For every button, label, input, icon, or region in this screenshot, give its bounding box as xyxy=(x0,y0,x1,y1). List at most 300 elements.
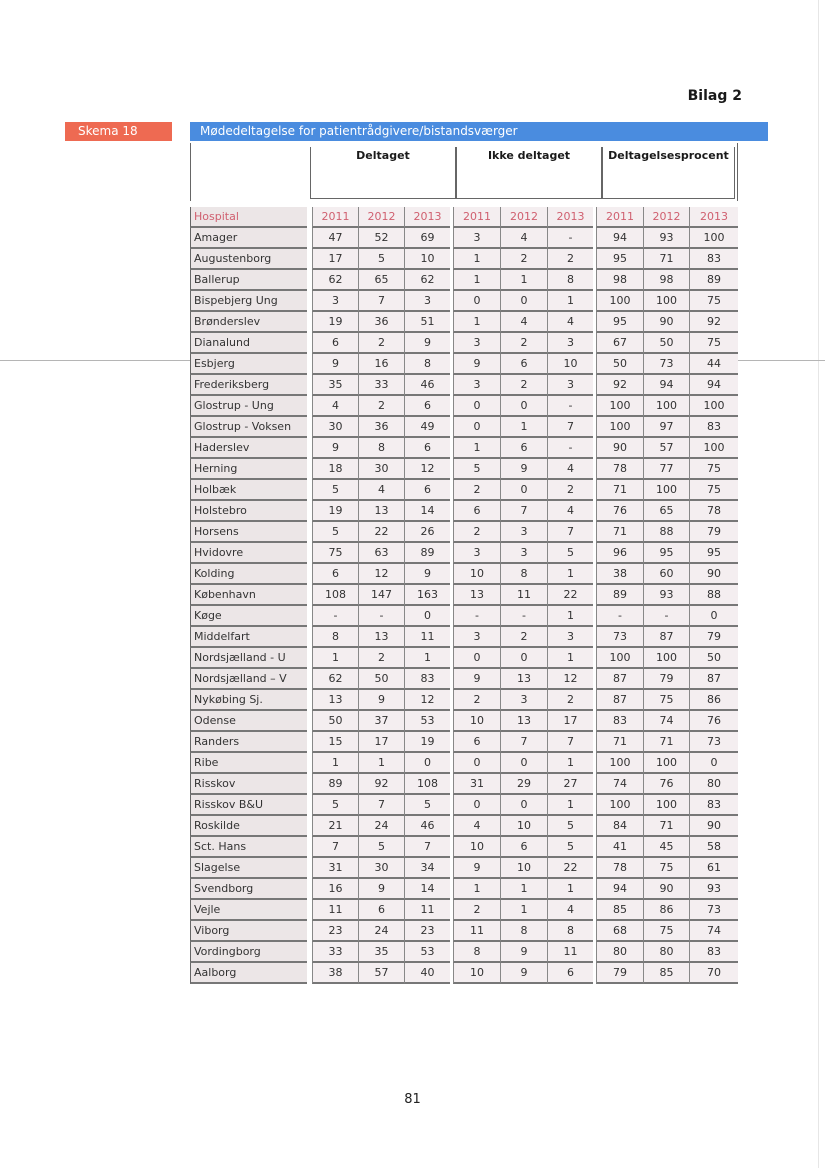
hospital-name: Nykøbing Sj. xyxy=(190,690,307,711)
value-cell: 44 xyxy=(689,354,738,375)
value-cell: 50 xyxy=(358,669,404,690)
value-cell: 38 xyxy=(312,963,358,984)
value-cell: 6 xyxy=(453,732,500,753)
hospital-name: København xyxy=(190,585,307,606)
hospital-name: Nordsjælland – V xyxy=(190,669,307,690)
value-cell: 13 xyxy=(500,669,547,690)
value-cell: 75 xyxy=(689,480,738,501)
value-cell: 83 xyxy=(689,795,738,816)
value-cell: 90 xyxy=(689,564,738,585)
value-cell: 98 xyxy=(596,270,643,291)
value-cell: 1 xyxy=(312,753,358,774)
value-cell: 3 xyxy=(500,543,547,564)
value-cell: 14 xyxy=(404,501,450,522)
table-row xyxy=(190,396,738,417)
hospital-name: Ballerup xyxy=(190,270,307,291)
value-cell: 80 xyxy=(689,774,738,795)
value-cell: 33 xyxy=(358,375,404,396)
value-cell: 108 xyxy=(404,774,450,795)
year-header: 2011 xyxy=(453,207,500,228)
value-cell: 3 xyxy=(404,291,450,312)
value-cell: 10 xyxy=(453,711,500,732)
value-cell: - xyxy=(453,606,500,627)
value-cell: 3 xyxy=(547,627,593,648)
group-title-ikke-deltaget: Ikke deltaget xyxy=(487,149,571,162)
value-cell: 79 xyxy=(689,522,738,543)
hospital-name: Glostrup - Ung xyxy=(190,396,307,417)
hospital-header: Hospital xyxy=(190,207,307,228)
value-cell: 1 xyxy=(500,270,547,291)
annex-label: Bilag 2 xyxy=(687,88,742,104)
value-cell: 100 xyxy=(596,396,643,417)
value-cell: 50 xyxy=(596,354,643,375)
value-cell: 8 xyxy=(547,921,593,942)
table-row xyxy=(190,627,738,648)
value-cell: 100 xyxy=(689,396,738,417)
table-row xyxy=(190,291,738,312)
value-cell: 88 xyxy=(689,585,738,606)
value-cell: 5 xyxy=(358,249,404,270)
value-cell: 18 xyxy=(312,459,358,480)
value-cell: 27 xyxy=(547,774,593,795)
value-cell: 3 xyxy=(547,333,593,354)
value-cell: 87 xyxy=(596,690,643,711)
table-row xyxy=(190,711,738,732)
value-cell: 87 xyxy=(596,669,643,690)
value-cell: - xyxy=(500,606,547,627)
value-cell: 9 xyxy=(453,354,500,375)
value-cell: 31 xyxy=(312,858,358,879)
value-cell: 83 xyxy=(404,669,450,690)
table-row xyxy=(190,732,738,753)
table-row xyxy=(190,858,738,879)
value-cell: 71 xyxy=(596,480,643,501)
hospital-name: Vordingborg xyxy=(190,942,307,963)
value-cell: 3 xyxy=(453,228,500,249)
value-cell: - xyxy=(643,606,689,627)
hospital-name: Horsens xyxy=(190,522,307,543)
value-cell: 13 xyxy=(500,711,547,732)
value-cell: 7 xyxy=(547,417,593,438)
value-cell: 4 xyxy=(500,312,547,333)
value-cell: 58 xyxy=(689,837,738,858)
value-cell: 75 xyxy=(689,459,738,480)
table-row xyxy=(190,606,738,627)
hospital-name: Dianalund xyxy=(190,333,307,354)
value-cell: 13 xyxy=(358,501,404,522)
value-cell: 100 xyxy=(643,291,689,312)
value-cell: 96 xyxy=(596,543,643,564)
value-cell: 0 xyxy=(500,753,547,774)
table-row xyxy=(190,753,738,774)
value-cell: 13 xyxy=(453,585,500,606)
hospital-name: Amager xyxy=(190,228,307,249)
value-cell: - xyxy=(547,228,593,249)
value-cell: 7 xyxy=(312,837,358,858)
value-cell: 6 xyxy=(547,963,593,984)
value-cell: 1 xyxy=(312,648,358,669)
value-cell: 100 xyxy=(596,417,643,438)
value-cell: 50 xyxy=(312,711,358,732)
value-cell: 13 xyxy=(358,627,404,648)
value-cell: 69 xyxy=(404,228,450,249)
value-cell: 95 xyxy=(596,312,643,333)
value-cell: 50 xyxy=(643,333,689,354)
value-cell: 0 xyxy=(404,753,450,774)
value-cell: 0 xyxy=(404,606,450,627)
value-cell: 92 xyxy=(596,375,643,396)
value-cell: 78 xyxy=(689,501,738,522)
hospital-name: Risskov B&U xyxy=(190,795,307,816)
hospital-name: Risskov xyxy=(190,774,307,795)
value-cell: 5 xyxy=(404,795,450,816)
value-cell: 97 xyxy=(643,417,689,438)
page-edge xyxy=(818,0,819,1168)
value-cell: 2 xyxy=(547,249,593,270)
value-cell: 17 xyxy=(312,249,358,270)
table-row xyxy=(190,501,738,522)
value-cell: 9 xyxy=(453,669,500,690)
table-row xyxy=(190,942,738,963)
value-cell: 71 xyxy=(596,732,643,753)
value-cell: 1 xyxy=(547,753,593,774)
value-cell: 5 xyxy=(547,816,593,837)
value-cell: 3 xyxy=(453,333,500,354)
value-cell: 0 xyxy=(689,753,738,774)
value-cell: 67 xyxy=(596,333,643,354)
value-cell: 7 xyxy=(404,837,450,858)
value-cell: 1 xyxy=(404,648,450,669)
value-cell: 5 xyxy=(312,522,358,543)
value-cell: 5 xyxy=(547,543,593,564)
table-row xyxy=(190,837,738,858)
table-row xyxy=(190,690,738,711)
value-cell: 2 xyxy=(358,396,404,417)
value-cell: 12 xyxy=(358,564,404,585)
group-title-deltaget: Deltaget xyxy=(356,149,410,162)
value-cell: 8 xyxy=(358,438,404,459)
hospital-name: Sct. Hans xyxy=(190,837,307,858)
value-cell: 31 xyxy=(453,774,500,795)
table-body xyxy=(190,207,738,984)
value-cell: 100 xyxy=(689,228,738,249)
value-cell: 100 xyxy=(596,795,643,816)
hospital-name: Holstebro xyxy=(190,501,307,522)
value-cell: 100 xyxy=(643,795,689,816)
value-cell: 76 xyxy=(689,711,738,732)
value-cell: 53 xyxy=(404,711,450,732)
hospital-name: Augustenborg xyxy=(190,249,307,270)
value-cell: 30 xyxy=(312,417,358,438)
value-cell: 49 xyxy=(404,417,450,438)
hospital-name: Brønderslev xyxy=(190,312,307,333)
table-row xyxy=(190,249,738,270)
value-cell: 68 xyxy=(596,921,643,942)
value-cell: 75 xyxy=(643,921,689,942)
value-cell: 15 xyxy=(312,732,358,753)
hospital-name: Hvidovre xyxy=(190,543,307,564)
year-header: 2012 xyxy=(643,207,689,228)
value-cell: 2 xyxy=(358,333,404,354)
value-cell: 5 xyxy=(453,459,500,480)
value-cell: 93 xyxy=(643,228,689,249)
value-cell: 89 xyxy=(596,585,643,606)
value-cell: 4 xyxy=(547,459,593,480)
value-cell: 7 xyxy=(500,732,547,753)
hospital-name: Haderslev xyxy=(190,438,307,459)
value-cell: 2 xyxy=(358,648,404,669)
value-cell: 0 xyxy=(453,795,500,816)
value-cell: 7 xyxy=(547,522,593,543)
value-cell: 6 xyxy=(404,480,450,501)
value-cell: 6 xyxy=(404,396,450,417)
value-cell: 3 xyxy=(453,627,500,648)
hospital-name: Bispebjerg Ung xyxy=(190,291,307,312)
value-cell: 1 xyxy=(500,879,547,900)
value-cell: 92 xyxy=(689,312,738,333)
value-cell: 90 xyxy=(596,438,643,459)
table-row xyxy=(190,480,738,501)
value-cell: 30 xyxy=(358,858,404,879)
hospital-name: Aalborg xyxy=(190,963,307,984)
value-cell: 78 xyxy=(596,858,643,879)
value-cell: 37 xyxy=(358,711,404,732)
hospital-name: Holbæk xyxy=(190,480,307,501)
table-row xyxy=(190,921,738,942)
value-cell: 57 xyxy=(643,438,689,459)
value-cell: 0 xyxy=(500,396,547,417)
hospital-name: Roskilde xyxy=(190,816,307,837)
value-cell: 19 xyxy=(404,732,450,753)
value-cell: 79 xyxy=(643,669,689,690)
value-cell: 0 xyxy=(453,417,500,438)
year-header: 2011 xyxy=(312,207,358,228)
value-cell: 62 xyxy=(312,669,358,690)
value-cell: 60 xyxy=(643,564,689,585)
value-cell: 17 xyxy=(547,711,593,732)
value-cell: 2 xyxy=(500,249,547,270)
value-cell: 35 xyxy=(312,375,358,396)
value-cell: 24 xyxy=(358,816,404,837)
value-cell: 9 xyxy=(500,963,547,984)
year-header: 2011 xyxy=(596,207,643,228)
value-cell: 3 xyxy=(547,375,593,396)
value-cell: 1 xyxy=(547,291,593,312)
value-cell: 95 xyxy=(689,543,738,564)
value-cell: 87 xyxy=(689,669,738,690)
value-cell: 86 xyxy=(643,900,689,921)
value-cell: 41 xyxy=(596,837,643,858)
value-cell: 10 xyxy=(453,963,500,984)
table-row xyxy=(190,585,738,606)
value-cell: 65 xyxy=(643,501,689,522)
value-cell: 10 xyxy=(404,249,450,270)
year-header: 2013 xyxy=(404,207,450,228)
value-cell: 7 xyxy=(500,501,547,522)
value-cell: 45 xyxy=(643,837,689,858)
value-cell: 9 xyxy=(500,942,547,963)
value-cell: 34 xyxy=(404,858,450,879)
value-cell: 1 xyxy=(453,438,500,459)
value-cell: 83 xyxy=(689,417,738,438)
hospital-name: Slagelse xyxy=(190,858,307,879)
value-cell: 74 xyxy=(689,921,738,942)
value-cell: 93 xyxy=(643,585,689,606)
value-cell: 0 xyxy=(500,795,547,816)
value-cell: 2 xyxy=(500,375,547,396)
value-cell: 2 xyxy=(453,480,500,501)
value-cell: 6 xyxy=(500,837,547,858)
value-cell: 9 xyxy=(312,438,358,459)
table-row xyxy=(190,375,738,396)
value-cell: 100 xyxy=(643,753,689,774)
table-row xyxy=(190,459,738,480)
value-cell: - xyxy=(547,396,593,417)
value-cell: 5 xyxy=(312,795,358,816)
hospital-name: Odense xyxy=(190,711,307,732)
value-cell: 21 xyxy=(312,816,358,837)
value-cell: 6 xyxy=(312,333,358,354)
value-cell: 2 xyxy=(547,690,593,711)
value-cell: 79 xyxy=(689,627,738,648)
value-cell: 50 xyxy=(689,648,738,669)
group-title-deltagelsesprocent: Deltagelsesprocent xyxy=(608,149,729,162)
value-cell: 73 xyxy=(596,627,643,648)
value-cell: 7 xyxy=(547,732,593,753)
value-cell: 4 xyxy=(547,900,593,921)
value-cell: 98 xyxy=(643,270,689,291)
value-cell: 10 xyxy=(547,354,593,375)
value-cell: 22 xyxy=(547,858,593,879)
value-cell: 9 xyxy=(500,459,547,480)
value-cell: 1 xyxy=(453,879,500,900)
value-cell: 0 xyxy=(500,648,547,669)
value-cell: 74 xyxy=(596,774,643,795)
value-cell: 6 xyxy=(358,900,404,921)
value-cell: 16 xyxy=(358,354,404,375)
schema-label: Skema 18 xyxy=(65,122,172,141)
value-cell: 52 xyxy=(358,228,404,249)
table-row xyxy=(190,354,738,375)
table-row xyxy=(190,963,738,984)
value-cell: - xyxy=(358,606,404,627)
value-cell: 2 xyxy=(500,627,547,648)
value-cell: 100 xyxy=(643,480,689,501)
value-cell: 11 xyxy=(312,900,358,921)
value-cell: 2 xyxy=(453,900,500,921)
value-cell: 2 xyxy=(453,522,500,543)
hospital-name: Middelfart xyxy=(190,627,307,648)
value-cell: 46 xyxy=(404,375,450,396)
value-cell: 4 xyxy=(358,480,404,501)
table-row xyxy=(190,774,738,795)
value-cell: 73 xyxy=(689,732,738,753)
value-cell: 9 xyxy=(453,858,500,879)
table-row xyxy=(190,417,738,438)
value-cell: 0 xyxy=(500,480,547,501)
value-cell: 75 xyxy=(643,858,689,879)
value-cell: 94 xyxy=(689,375,738,396)
table-row xyxy=(190,522,738,543)
value-cell: 24 xyxy=(358,921,404,942)
group-deltaget xyxy=(310,147,456,199)
value-cell: 95 xyxy=(596,249,643,270)
header-row xyxy=(190,207,738,228)
value-cell: 8 xyxy=(453,942,500,963)
table-row xyxy=(190,438,738,459)
value-cell: 76 xyxy=(596,501,643,522)
value-cell: 4 xyxy=(547,312,593,333)
value-cell: 4 xyxy=(312,396,358,417)
table-row xyxy=(190,795,738,816)
value-cell: 9 xyxy=(358,879,404,900)
value-cell: 71 xyxy=(643,816,689,837)
value-cell: 5 xyxy=(358,837,404,858)
year-header: 2012 xyxy=(358,207,404,228)
value-cell: 86 xyxy=(689,690,738,711)
value-cell: 10 xyxy=(453,564,500,585)
hospital-name: Svendborg xyxy=(190,879,307,900)
value-cell: 7 xyxy=(358,291,404,312)
value-cell: 88 xyxy=(643,522,689,543)
group-deltagelsesprocent xyxy=(602,147,735,199)
value-cell: 89 xyxy=(404,543,450,564)
year-header: 2013 xyxy=(547,207,593,228)
value-cell: 35 xyxy=(358,942,404,963)
value-cell: 2 xyxy=(547,480,593,501)
value-cell: 0 xyxy=(453,753,500,774)
value-cell: 8 xyxy=(312,627,358,648)
table-row xyxy=(190,543,738,564)
value-cell: 94 xyxy=(596,879,643,900)
value-cell: 163 xyxy=(404,585,450,606)
value-cell: 80 xyxy=(643,942,689,963)
value-cell: 4 xyxy=(547,501,593,522)
value-cell: 8 xyxy=(404,354,450,375)
value-cell: 19 xyxy=(312,312,358,333)
value-cell: 90 xyxy=(689,816,738,837)
table-row xyxy=(190,816,738,837)
value-cell: 13 xyxy=(312,690,358,711)
value-cell: 62 xyxy=(404,270,450,291)
value-cell: 9 xyxy=(358,690,404,711)
table-title: Mødedeltagelse for patientrådgivere/bistandsværger xyxy=(190,122,768,141)
value-cell: 94 xyxy=(643,375,689,396)
value-cell: 1 xyxy=(547,795,593,816)
value-cell: 8 xyxy=(500,921,547,942)
hospital-name: Vejle xyxy=(190,900,307,921)
value-cell: 8 xyxy=(547,270,593,291)
value-cell: 26 xyxy=(404,522,450,543)
value-cell: 63 xyxy=(358,543,404,564)
value-cell: 1 xyxy=(358,753,404,774)
hospital-name: Herning xyxy=(190,459,307,480)
value-cell: 7 xyxy=(358,795,404,816)
value-cell: 38 xyxy=(596,564,643,585)
year-header: 2012 xyxy=(500,207,547,228)
value-cell: 6 xyxy=(404,438,450,459)
value-cell: 1 xyxy=(547,606,593,627)
value-cell: 30 xyxy=(358,459,404,480)
table-row xyxy=(190,312,738,333)
value-cell: 9 xyxy=(312,354,358,375)
table-row xyxy=(190,228,738,249)
hospital-name: Glostrup - Voksen xyxy=(190,417,307,438)
value-cell: 85 xyxy=(596,900,643,921)
value-cell: 8 xyxy=(500,564,547,585)
value-cell: 3 xyxy=(453,543,500,564)
value-cell: 9 xyxy=(404,564,450,585)
